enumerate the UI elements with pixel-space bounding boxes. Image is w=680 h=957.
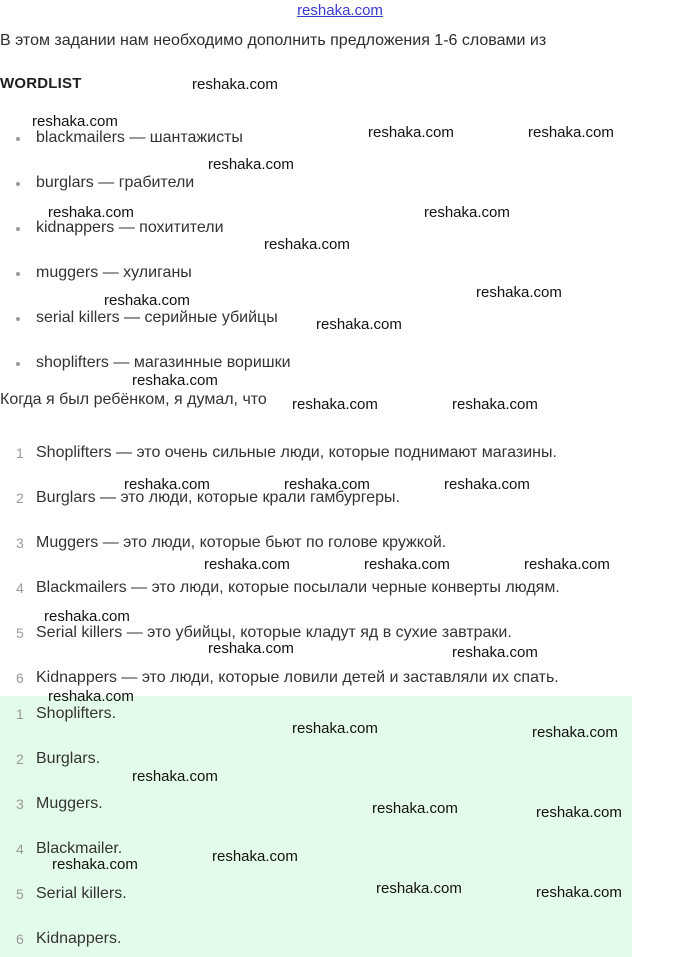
- watermark: reshaka.com: [476, 284, 562, 301]
- watermark: reshaka.com: [444, 476, 530, 493]
- answer-text: Kidnappers.: [36, 930, 122, 947]
- watermark: reshaka.com: [32, 113, 118, 130]
- bullet-icon: [16, 317, 20, 321]
- bullet-icon: [16, 137, 20, 141]
- item-number: 5: [16, 625, 24, 641]
- watermark: reshaka.com: [292, 396, 378, 413]
- bullet-icon: [16, 182, 20, 186]
- answer-text: Blackmailer.: [36, 840, 123, 857]
- watermark: reshaka.com: [528, 124, 614, 141]
- watermark: reshaka.com: [204, 556, 290, 573]
- watermark: reshaka.com: [368, 124, 454, 141]
- item-number: 3: [16, 796, 24, 812]
- answer-text: Shoplifters.: [36, 705, 117, 722]
- item-number: 3: [16, 535, 24, 551]
- item-number: 1: [16, 445, 24, 461]
- sentence-text: Shoplifters — это очень сильные люди, которые поднимают магазины.: [36, 444, 557, 461]
- watermark: reshaka.com: [424, 204, 510, 221]
- answer-text: Burglars.: [36, 750, 101, 767]
- answer-text: Muggers.: [36, 795, 103, 812]
- watermark: reshaka.com: [316, 316, 402, 333]
- watermark: reshaka.com: [44, 608, 130, 625]
- watermark: reshaka.com: [452, 644, 538, 661]
- wordlist-heading: WORDLIST: [0, 75, 82, 92]
- watermark: reshaka.com: [104, 292, 190, 309]
- watermark: reshaka.com: [208, 640, 294, 657]
- watermark: reshaka.com: [524, 556, 610, 573]
- sentence-text: Blackmailers — это люди, которые посылали черные конверты людям.: [36, 579, 560, 596]
- item-number: 2: [16, 751, 24, 767]
- watermark: reshaka.com: [48, 688, 134, 705]
- watermark: reshaka.com: [192, 76, 278, 93]
- bullet-icon: [16, 227, 20, 231]
- intro-text: В этом задании нам необходимо дополнить предложения 1-6 словами из: [0, 32, 547, 49]
- watermark: reshaka.com: [208, 156, 294, 173]
- watermark: reshaka.com: [52, 856, 138, 873]
- bullet-icon: [16, 362, 20, 366]
- watermark: reshaka.com: [364, 556, 450, 573]
- watermark: reshaka.com: [284, 476, 370, 493]
- watermark: reshaka.com: [452, 396, 538, 413]
- sentence-text: Serial killers — это убийцы, которые кладут яд в сухие завтраки.: [36, 624, 512, 641]
- sentence-text: Kidnappers — это люди, которые ловили детей и заставляли их спать.: [36, 669, 559, 686]
- item-number: 2: [16, 490, 24, 506]
- bullet-icon: [16, 272, 20, 276]
- item-number: 5: [16, 886, 24, 902]
- watermark: reshaka.com: [376, 880, 462, 897]
- watermark: reshaka.com: [532, 724, 618, 741]
- watermark: reshaka.com: [212, 848, 298, 865]
- answer-text: Serial killers.: [36, 885, 127, 902]
- watermark: reshaka.com: [132, 372, 218, 389]
- watermark: reshaka.com: [132, 768, 218, 785]
- site-link[interactable]: reshaka.com: [297, 2, 383, 19]
- item-number: 1: [16, 706, 24, 722]
- watermark: reshaka.com: [48, 204, 134, 221]
- sentence-text: Muggers — это люди, которые бьют по голове кружкой.: [36, 534, 447, 551]
- watermark: reshaka.com: [264, 236, 350, 253]
- watermark: reshaka.com: [372, 800, 458, 817]
- watermark: reshaka.com: [536, 884, 622, 901]
- item-number: 6: [16, 931, 24, 947]
- item-number: 6: [16, 670, 24, 686]
- sentence-text: Burglars — это люди, которые крали гамбургеры.: [36, 489, 400, 506]
- item-number: 4: [16, 580, 24, 596]
- watermark: reshaka.com: [292, 720, 378, 737]
- watermark: reshaka.com: [536, 804, 622, 821]
- watermark: reshaka.com: [124, 476, 210, 493]
- item-number: 4: [16, 841, 24, 857]
- lead-sentence: Когда я был ребёнком, я думал, что: [0, 391, 267, 408]
